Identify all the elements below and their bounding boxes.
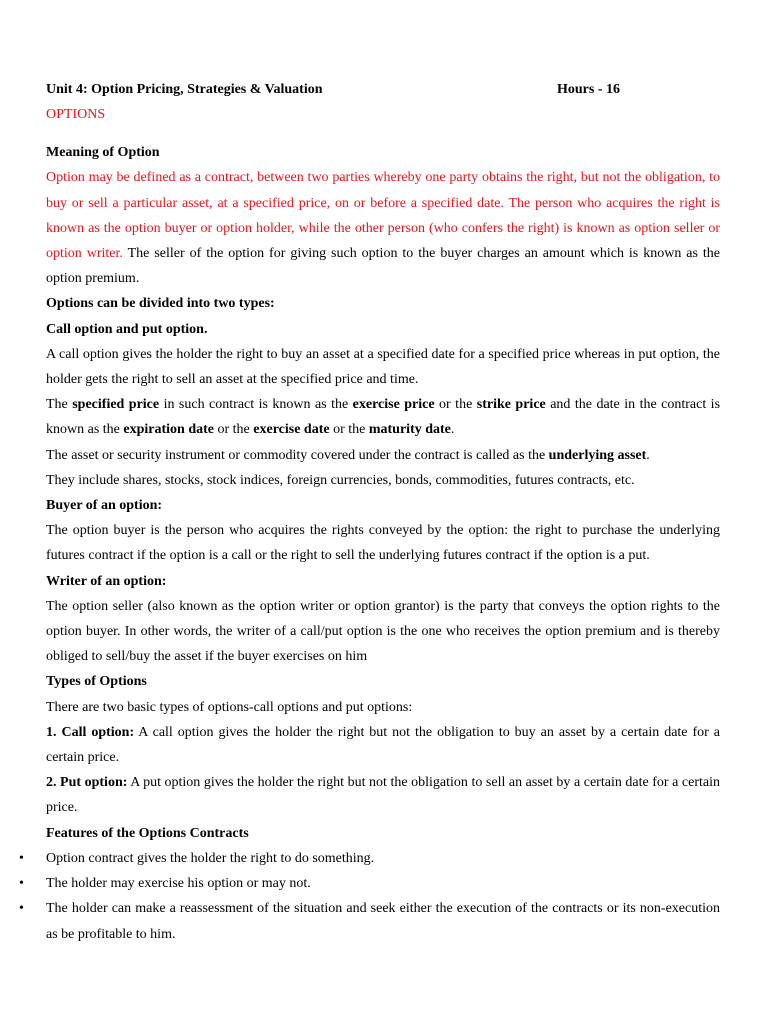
call-option-paragraph: [46, 720, 720, 770]
buyer-heading: Buyer of an option:: [46, 498, 163, 514]
features-heading: Features of the Options Contracts: [46, 825, 249, 841]
text-run: The: [46, 397, 73, 413]
buyer-paragraph: The option buyer is the person who acquires the rights conveyed by the option: the right to purchase the underlying futures contract if the option is a call or the right to sell the underlying futures contract if the option is a put.: [46, 523, 720, 564]
divided-heading: Options can be divided into two types:: [46, 296, 275, 312]
features-list: [19, 846, 720, 947]
meaning-definition: Option may be defined as a contract, between two parties whereby one party obtains the right, but not the obligation, to buy or sell a particular asset, at a specified price, on or before a specified date. The person who acquires the right is known as the option buyer or option holder, while the other person (who confers the right) is known as option seller or option writer.: [46, 170, 720, 262]
include-paragraph: They include shares, stocks, stock indices, foreign currencies, bonds, commodities, futures contracts, etc.: [46, 472, 635, 488]
text-run: and the date in the contract is known as the: [46, 397, 721, 438]
section-title: OPTIONS: [46, 107, 106, 122]
bullet-icon: •: [19, 876, 24, 892]
underlying-paragraph: [46, 443, 720, 468]
text-run: in such contract is known as the: [159, 397, 353, 413]
meaning-heading: Meaning of Option: [46, 145, 160, 161]
meaning-paragraph: [46, 165, 720, 291]
terms-paragraph: [46, 392, 720, 442]
term-exercise-price: exercise price: [352, 397, 435, 413]
list-item: [19, 896, 720, 946]
bullet-icon: •: [19, 850, 24, 866]
text-run: or the: [329, 422, 369, 438]
term-strike-price: strike price: [476, 397, 546, 413]
document-page: [19, 77, 721, 947]
feature-text: Option contract gives the holder the right to do something.: [46, 850, 375, 866]
text-run: The asset or security instrument or commodity covered under the contract is called as the: [46, 447, 549, 463]
feature-text: The holder can make a reassessment of the situation and seek either the execution of the contracts or its non-execution as be profitable to him.: [46, 901, 720, 942]
term-underlying-asset: underlying asset: [548, 447, 647, 463]
term-specified-price: specified price: [72, 397, 160, 413]
list-item: [19, 871, 720, 896]
meaning-premium: The seller of the option for giving such option to the buyer charges an amount which is known as the option premium.: [46, 246, 720, 287]
unit-title: Unit 4: Option Pricing, Strategies & Valuation: [46, 82, 323, 97]
call-put-paragraph: A call option gives the holder the right to buy an asset at a specified date for a specified price whereas in put option, the holder gets the right to sell an asset at the specified price and time.: [46, 346, 720, 388]
unit-header: [46, 77, 720, 102]
feature-text: The holder may exercise his option or may not.: [46, 876, 311, 892]
hours-label: Hours - 16: [557, 82, 620, 97]
put-option-label: 2. Put option:: [46, 775, 128, 791]
text-run: .: [646, 447, 650, 463]
types-intro: There are two basic types of options-call options and put options:: [46, 699, 413, 715]
put-option-paragraph: [46, 770, 720, 820]
writer-paragraph: The option seller (also known as the option writer or option grantor) is the party that conveys the option rights to the option buyer. In other words, the writer of a call/put option is the one who receives the option premium and is thereby obliged to sell/buy the asset if the buyer exercises on him: [46, 598, 720, 665]
writer-heading: Writer of an option:: [46, 573, 167, 589]
put-option-text: A put option gives the holder the right but not the obligation to sell an asset by a certain date for a certain price.: [46, 775, 720, 816]
list-item: [19, 846, 720, 871]
text-run: or the: [434, 397, 477, 413]
types-heading: Types of Options: [46, 674, 147, 690]
call-option-text: A call option gives the holder the right but not the obligation to buy an asset by a certain date for a certain price.: [46, 724, 720, 766]
term-exercise-date: exercise date: [253, 422, 330, 438]
bullet-icon: •: [19, 901, 24, 917]
term-expiration-date: expiration date: [123, 422, 214, 438]
term-maturity-date: maturity date: [368, 422, 451, 438]
call-put-heading: Call option and put option.: [46, 321, 208, 337]
text-run: or the: [214, 422, 254, 438]
call-option-label: 1. Call option:: [46, 724, 135, 740]
text-run: .: [450, 422, 455, 438]
